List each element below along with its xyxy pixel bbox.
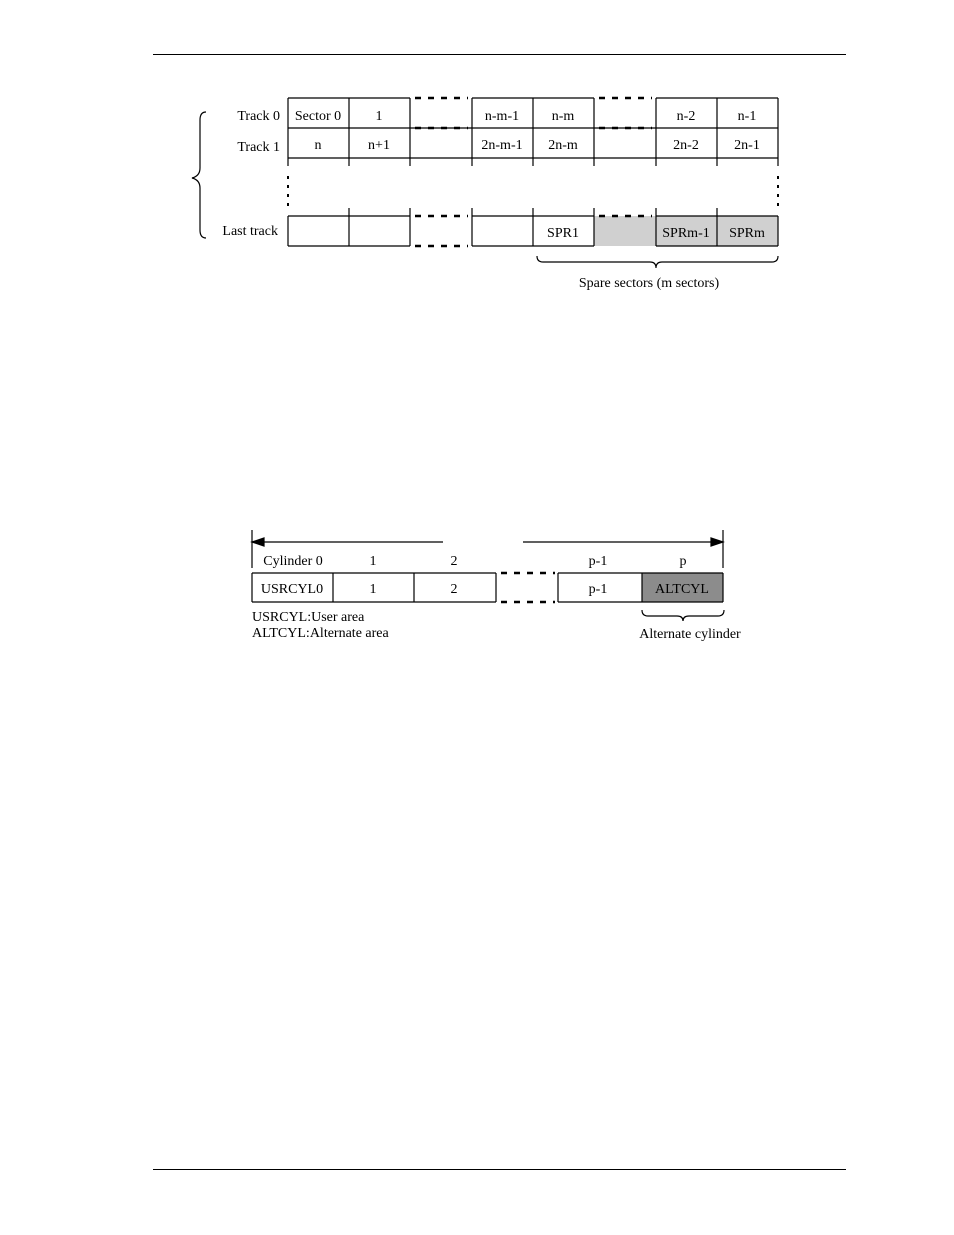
cell-cyl-1: 1	[369, 582, 377, 597]
spare-sectors-label: Spare sectors (m sectors)	[578, 276, 720, 291]
cell-cyl-2: 2	[450, 582, 458, 597]
cell-t0-n-m-1: n-m-1	[484, 109, 520, 124]
left-arrowhead	[252, 538, 264, 546]
cell-sprm: SPRm	[729, 226, 765, 241]
last-track-label: Last track	[222, 224, 278, 239]
track1-label: Track 1	[237, 140, 280, 155]
cell-t1-2n-2: 2n-2	[673, 138, 699, 153]
cell-t1-2n-1: 2n-1	[734, 138, 760, 153]
hdr-cylinder0: Cylinder 0	[263, 554, 323, 569]
sector-labels	[222, 109, 765, 291]
cylinder-diagram	[252, 530, 724, 621]
track0-label: Track 0	[237, 109, 280, 124]
hdr-p-1: p-1	[588, 554, 608, 569]
cell-cyl-p-1: p-1	[588, 582, 608, 597]
cell-altcyl: ALTCYL	[655, 582, 709, 597]
hdr-2: 2	[450, 554, 458, 569]
cell-t0-n-1: n-1	[737, 109, 757, 124]
cell-t1-n+1: n+1	[368, 138, 390, 153]
alternate-cylinder-label: Alternate cylinder	[639, 627, 741, 642]
legend-usrcyl: USRCYL:User area	[252, 610, 365, 625]
cell-usrcyl0: USRCYL0	[260, 582, 324, 597]
hdr-p: p	[679, 554, 687, 569]
cell-t1-2n-m: 2n-m	[548, 138, 578, 153]
cell-t0-n-m: n-m	[551, 109, 575, 124]
track-brace	[192, 112, 206, 238]
hdr-1: 1	[369, 554, 377, 569]
cell-t1-n: n	[314, 138, 322, 153]
cell-t0-1: 1	[375, 109, 383, 124]
cell-spr1: SPR1	[547, 226, 579, 241]
cell-t1-2n-m-1: 2n-m-1	[481, 138, 523, 153]
cell-sprm-1: SPRm-1	[662, 226, 710, 241]
legend-altcyl: ALTCYL:Alternate area	[252, 626, 389, 641]
cell-t0-n-2: n-2	[676, 109, 696, 124]
spare-brace	[537, 256, 778, 268]
alt-brace	[642, 610, 724, 621]
right-arrowhead	[711, 538, 723, 546]
cell-t0-sector0: Sector 0	[294, 109, 342, 124]
